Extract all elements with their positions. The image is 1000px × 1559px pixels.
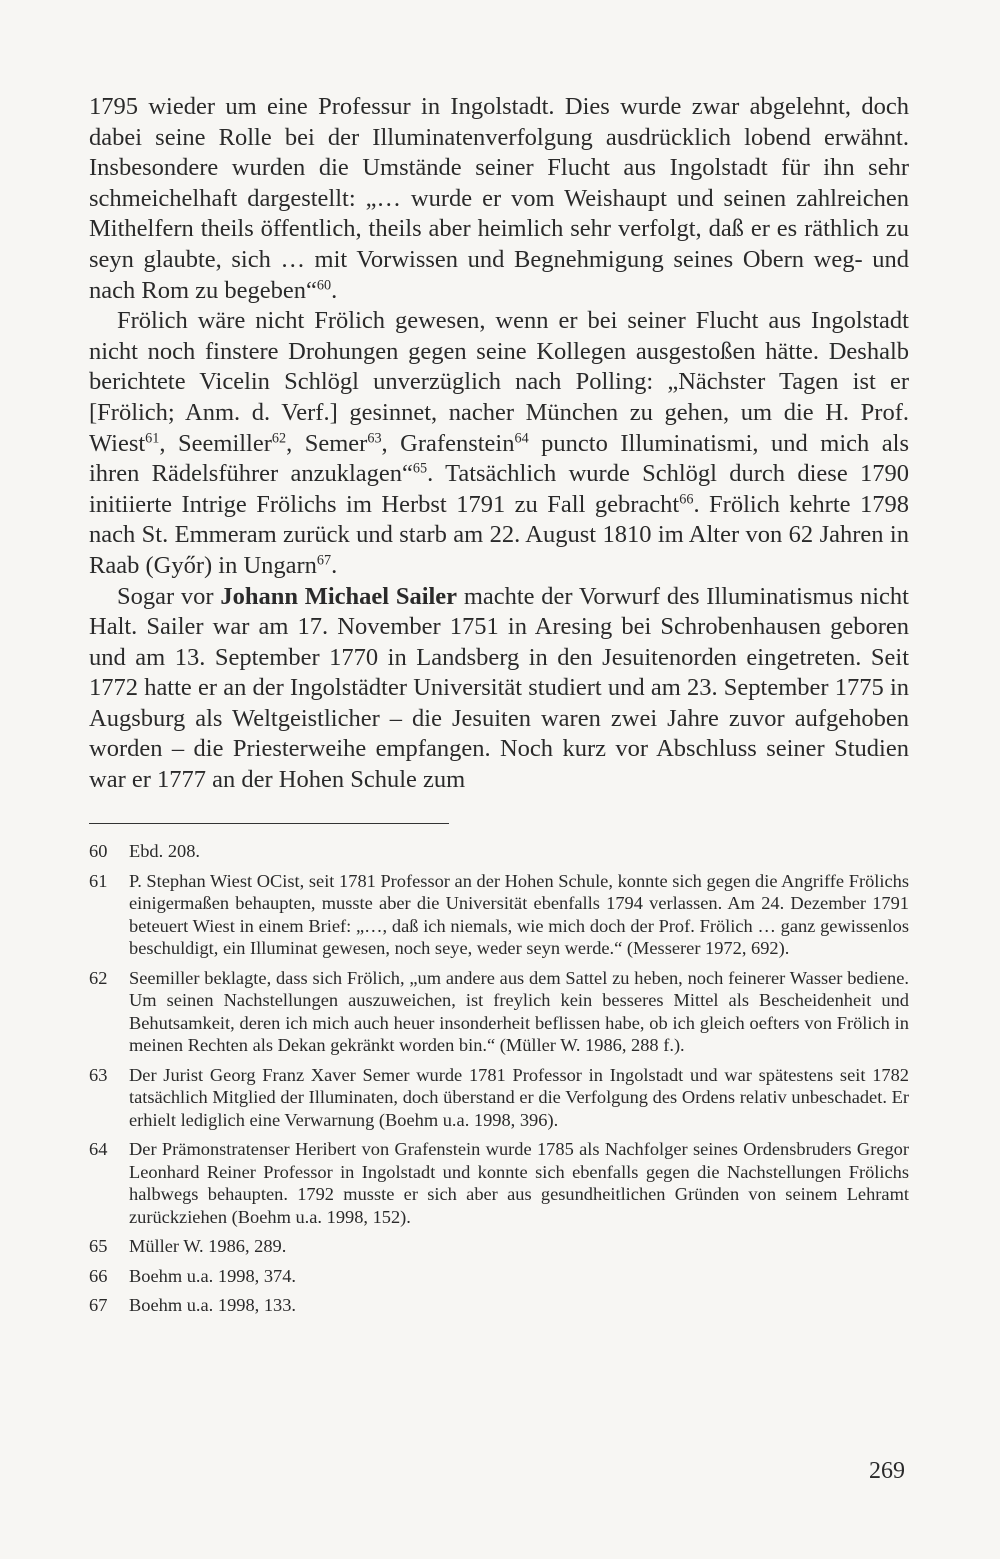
paragraph-text: , Seemiller <box>159 429 272 457</box>
footnote-ref[interactable]: 62 <box>271 430 287 447</box>
paragraph-text: , Semer <box>286 429 368 457</box>
footnote-number: 65 <box>89 1236 108 1256</box>
footnote-ref[interactable]: 65 <box>412 460 428 477</box>
paragraph-3 <box>89 582 909 796</box>
footnote-number: 62 <box>89 967 108 988</box>
paragraph-text: . Frölich kehrte 1798 nach St. Emmeram zurück und starb am 22. August 1810 im Alter von 62 Jahren in Raab (Győr) in Ungarn <box>89 490 909 579</box>
paragraph-text: 1795 wieder um eine Professur in Ingolstadt. Dies wurde zwar abgelehnt, doch dabei seine Rolle bei der Illuminatenverfolgung ausdrücklich lobend erwähnt. Insbesondere wurden die Umstände seiner Flucht aus Ingolstadt für ihn sehr schmeichelhaft dargestellt: „… wurde er vom Weishaupt und seinen zahlreichen Mithelfern theils öffentlich, theils aber heimlich sehr verfolgt, daß er es räthlich zu seyn glaubte, sich … mit Vorwissen und Begnehmigung seines Obern weg- und nach Rom zu begeben“ <box>89 93 909 304</box>
footnote-ref[interactable]: 63 <box>367 430 382 447</box>
paragraph-text: . Tatsächlich wurde Schlögl durch diese 1790 initiierte Intrige Frölichs im Herbst 1791 zu Fall gebracht <box>89 460 909 518</box>
footnote-text: Der Jurist Georg Franz Xaver Semer wurde 1781 Professor in Ingolstadt und war spätestens seit 1782 tatsächlich Mitglied der Illuminaten, doch überstand er die Verfolgung des Ordens relativ unbeschadet. Er erhielt lediglich eine Verwarnung (Boehm u.a. 1998, 396). <box>129 1064 909 1130</box>
footnote-ref[interactable]: 61 <box>145 430 160 447</box>
footnote-number: 60 <box>89 841 108 861</box>
paragraph-text: . <box>331 276 338 304</box>
footnote-ref[interactable]: 66 <box>679 491 694 508</box>
paragraph-2 <box>89 306 909 581</box>
footnote <box>89 1235 909 1258</box>
footnote-text: Boehm u.a. 1998, 133. <box>129 1295 297 1315</box>
footnote-text: Seemiller beklagte, dass sich Frölich, „um andere aus dem Sattel zu heben, noch feinerer Wasser bediene. Um seinen Nachstellungen auszuweichen, ist freylich kein besseres Mittel als Bescheidenheit und Behutsamkeit, deren ich mich auch heuer insonderheit beflissen habe, ob ich gleich oefters von Frölich in meinen Rechten als Dekan gekränkt worden bin.“ (Müller W. 1986, 288 f.). <box>129 967 909 1055</box>
footnote <box>89 967 909 1057</box>
paragraph-1 <box>89 92 909 306</box>
footnote <box>89 1064 909 1132</box>
footnote <box>89 1294 909 1317</box>
footnote-number: 64 <box>89 1139 108 1159</box>
footnote <box>89 1138 909 1228</box>
footnote-text: Ebd. 208. <box>129 841 201 861</box>
paragraph-text: . <box>331 551 338 579</box>
paragraph-text: , Grafenstein <box>381 429 515 457</box>
footnote-text: Boehm u.a. 1998, 374. <box>129 1265 297 1286</box>
main-text <box>89 92 909 796</box>
footnote-number: 63 <box>89 1064 108 1085</box>
footnote-ref[interactable]: 67 <box>316 552 332 569</box>
footnote-ref[interactable]: 64 <box>514 430 529 447</box>
paragraph-text: Frölich wäre nicht Frölich gewesen, wenn er bei seiner Flucht aus Ingolstadt nicht noch finstere Drohungen gegen seine Kollegen ausgestoßen hätte. Deshalb berichtete Vicelin Schlögl unverzüglich nach Polling: „Nächster Tagen ist er [Frölich; Anm. d. Verf.] gesinnet, nacher München zu gehen, um die H. Prof. Wiest <box>89 307 909 457</box>
footnote <box>89 1265 909 1288</box>
paragraph-text: machte der Vorwurf des Illuminatismus nicht Halt. Sailer war am 17. November 1751 in Aresing bei Schrobenhausen geboren und am 13. September 1770 in Landsberg in den Jesuitenorden eingetreten. Seit 1772 hatte er an der Ingolstädter Universität studiert und am 23. September 1775 in Augsburg als Weltgeistlicher – die Jesuiten waren zwei Jahre zuvor aufgehoben worden – die Priesterweihe empfangen. Noch kurz vor Abschluss seiner Studien war er 1777 an der Hohen Schule zum <box>89 582 909 794</box>
paragraph-text: puncto Illuminatismi, und mich als ihren Rädelsführer anzuklagen“ <box>89 429 909 488</box>
person-name: Johann Michael Sailer <box>220 582 458 610</box>
footnote-text: Der Prämonstratenser Heribert von Grafenstein wurde 1785 als Nachfolger seines Ordensbruders Gregor Leonhard Reiner Professor in Ingolstadt und konnte sich ebenfalls gegen die Nachstellungen Frölichs halbwegs behaupten. 1792 musste er sich aber aus gesundheitlichen Gründen von seinem Lehramt zurückziehen (Boehm u.a. 1998, 152). <box>129 1139 909 1227</box>
footnote-number: 67 <box>89 1295 108 1315</box>
footnote <box>89 870 909 960</box>
footnotes <box>89 840 909 1324</box>
footnote-ref[interactable]: 60 <box>316 277 332 294</box>
footnote-text: P. Stephan Wiest OCist, seit 1781 Professor an der Hohen Schule, konnte sich gegen die Angriffe Frölichs einigermaßen behaupten, musste aber die Universität ebenfalls 1794 verlassen. Am 24. Dezember 1791 beteuert Wiest in einem Brief: „…, daß ich niemals, wie mich doch der Prof. Frölich … ganz gewissenlos beschuldigt, ein Illuminat gewesen, noch seye, weder seyn werde.“ (Messerer 1972, 692). <box>129 870 909 958</box>
footnote-separator <box>89 823 449 824</box>
footnote-number: 61 <box>89 870 108 891</box>
page-number: 269 <box>869 1458 905 1484</box>
footnote-number: 66 <box>89 1265 108 1286</box>
paragraph-text: Sogar vor <box>117 582 221 610</box>
footnote-text: Müller W. 1986, 289. <box>129 1236 287 1256</box>
footnote <box>89 840 909 863</box>
